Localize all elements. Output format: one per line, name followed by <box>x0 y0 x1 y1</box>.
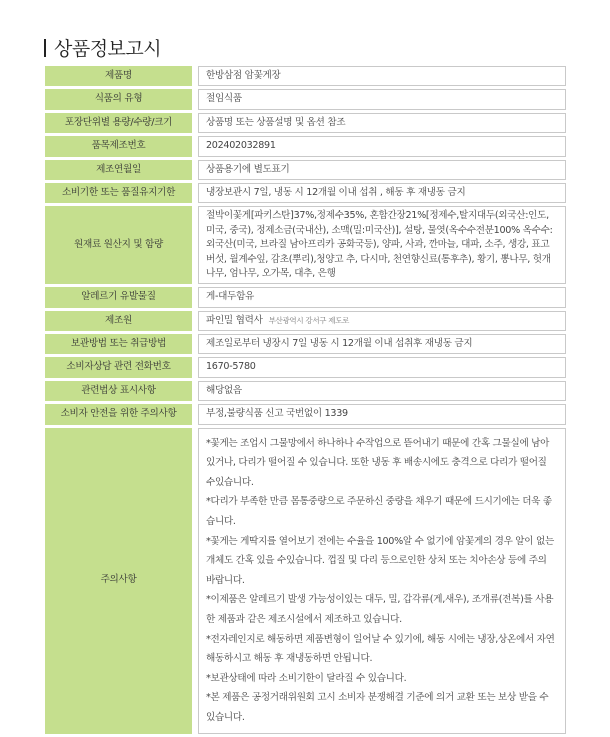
notes-label: 주의사항 <box>45 428 192 734</box>
table-row <box>45 160 566 180</box>
table-row <box>45 311 566 331</box>
table-row <box>45 89 566 109</box>
table-row <box>45 428 566 734</box>
table-row <box>45 66 566 86</box>
note-line: *전자레인지로 해동하면 제품변형이 일어날 수 있기에, 해동 시에는 냉장,상온에서 자연해동하시고 해동 후 재냉동하면 안됩니다. <box>206 633 555 665</box>
row-value: 제조일로부터 냉장시 7일 냉동 시 12개월 이내 섭취후 재냉동 금지 <box>198 334 566 354</box>
manufacturer-name: 파인밀 협력사 <box>206 314 263 326</box>
note-line: *보관상태에 따라 소비기한이 달라질 수 있습니다. <box>206 672 407 684</box>
row-value: 202402032891 <box>198 136 566 156</box>
table-row <box>45 183 566 203</box>
row-value: 절박이꽃게[파키스탄]37%,정제수35%, 혼합간장21%[정제수,탈지대두(외국산:인도, 미국, 중국), 정제소금(국내산), 소맥(밀:미국산)], 설탕, 물엿(옥수수전분100% 옥수수: 외국산(미국, 브라질 남아프리카 공화국등), 양파, 사과, 깐마늘, 대파, 소주, 생강, 표고버섯, 월계수잎, 감초(뿌리),청양고 추, 다시마, 천연향신료(통후추), 황기, 뽕나무, 헛개나무, 엄나무, 오가목, 대추, 은행 <box>198 206 566 284</box>
row-value: 상품명 또는 상품설명 및 옵션 참조 <box>198 113 566 133</box>
manufacturer-address: 부산광역시 강서구 제도로 <box>268 315 350 325</box>
row-label: 관련법상 표시사항 <box>45 381 192 401</box>
table-row <box>45 136 566 156</box>
row-label: 제품명 <box>45 66 192 86</box>
table-row <box>45 287 566 307</box>
row-value: 해당없음 <box>198 381 566 401</box>
row-label: 원재료 원산지 및 함량 <box>45 206 192 284</box>
page-title <box>44 34 161 61</box>
table-row <box>45 381 566 401</box>
table-row <box>45 357 566 377</box>
row-label: 보관방법 또는 취급방법 <box>45 334 192 354</box>
row-value: 절임식품 <box>198 89 566 109</box>
note-line: *이제품은 알레르기 발생 가능성이있는 대두, 밀, 갑각류(게,새우), 조개류(전복)를 사용한 제품과 같은 제조시설에서 제조하고 있습니다. <box>206 594 554 625</box>
note-line: *본 제품은 공정거래위원회 고시 소비자 분쟁해결 기준에 의거 교환 또는 보상 받을 수 있습니다. <box>206 692 549 723</box>
table-row <box>45 334 566 354</box>
row-value: 1670-5780 <box>198 357 566 377</box>
row-label: 품목제조번호 <box>45 136 192 156</box>
table-row <box>45 404 566 424</box>
table-row <box>45 206 566 284</box>
row-value <box>198 311 566 331</box>
row-label: 식품의 유형 <box>45 89 192 109</box>
notes-content <box>198 428 566 734</box>
page-title-text: 상품정보고시 <box>54 38 162 60</box>
row-value: 부정,불량식품 신고 국번없이 1339 <box>198 404 566 424</box>
row-value: 상품용기에 별도표기 <box>198 160 566 180</box>
row-value: 냉장보관시 7일, 냉동 시 12개월 이내 섭취 , 해동 후 재냉동 금지 <box>198 183 566 203</box>
product-info-table <box>45 63 566 737</box>
note-line: *꽃게는 게딱지를 열어보기 전에는 수율을 100%알 수 없기에 암꽃게의 경우 알이 없는 개체도 간혹 있을 수있습니다. 껍질 및 다리 등으로인한 상처 또는 치아손상 등에 주의 바랍니다. <box>206 535 554 586</box>
table-row <box>45 113 566 133</box>
title-bar-marker <box>44 39 46 57</box>
row-label: 제조원 <box>45 311 192 331</box>
row-label: 소비자상담 관련 전화번호 <box>45 357 192 377</box>
row-label: 알레르기 유발물질 <box>45 287 192 307</box>
note-line: *다리가 부족한 만큼 몸통중량으로 주문하신 중량을 채우기 때문에 드시기에는 더욱 좋습니다. <box>206 496 552 528</box>
row-label: 포장단위별 용량/수량/크기 <box>45 113 192 133</box>
row-value: 게-대두함유 <box>198 287 566 307</box>
row-label: 소비자 안전을 위한 주의사항 <box>45 404 192 424</box>
row-value: 한방삼점 암꽃게장 <box>198 66 566 86</box>
row-label: 제조연월일 <box>45 160 192 180</box>
row-label: 소비기한 또는 품질유지기한 <box>45 183 192 203</box>
note-line: *꽃게는 조업시 그물망에서 하나하나 수작업으로 뜯어내기 때문에 간혹 그물실에 남아 있거나, 다리가 떨어질 수 있습니다. 또한 냉동 후 배송시에도 충격으로 다리가 떨어질 수있습니다. <box>206 437 550 488</box>
